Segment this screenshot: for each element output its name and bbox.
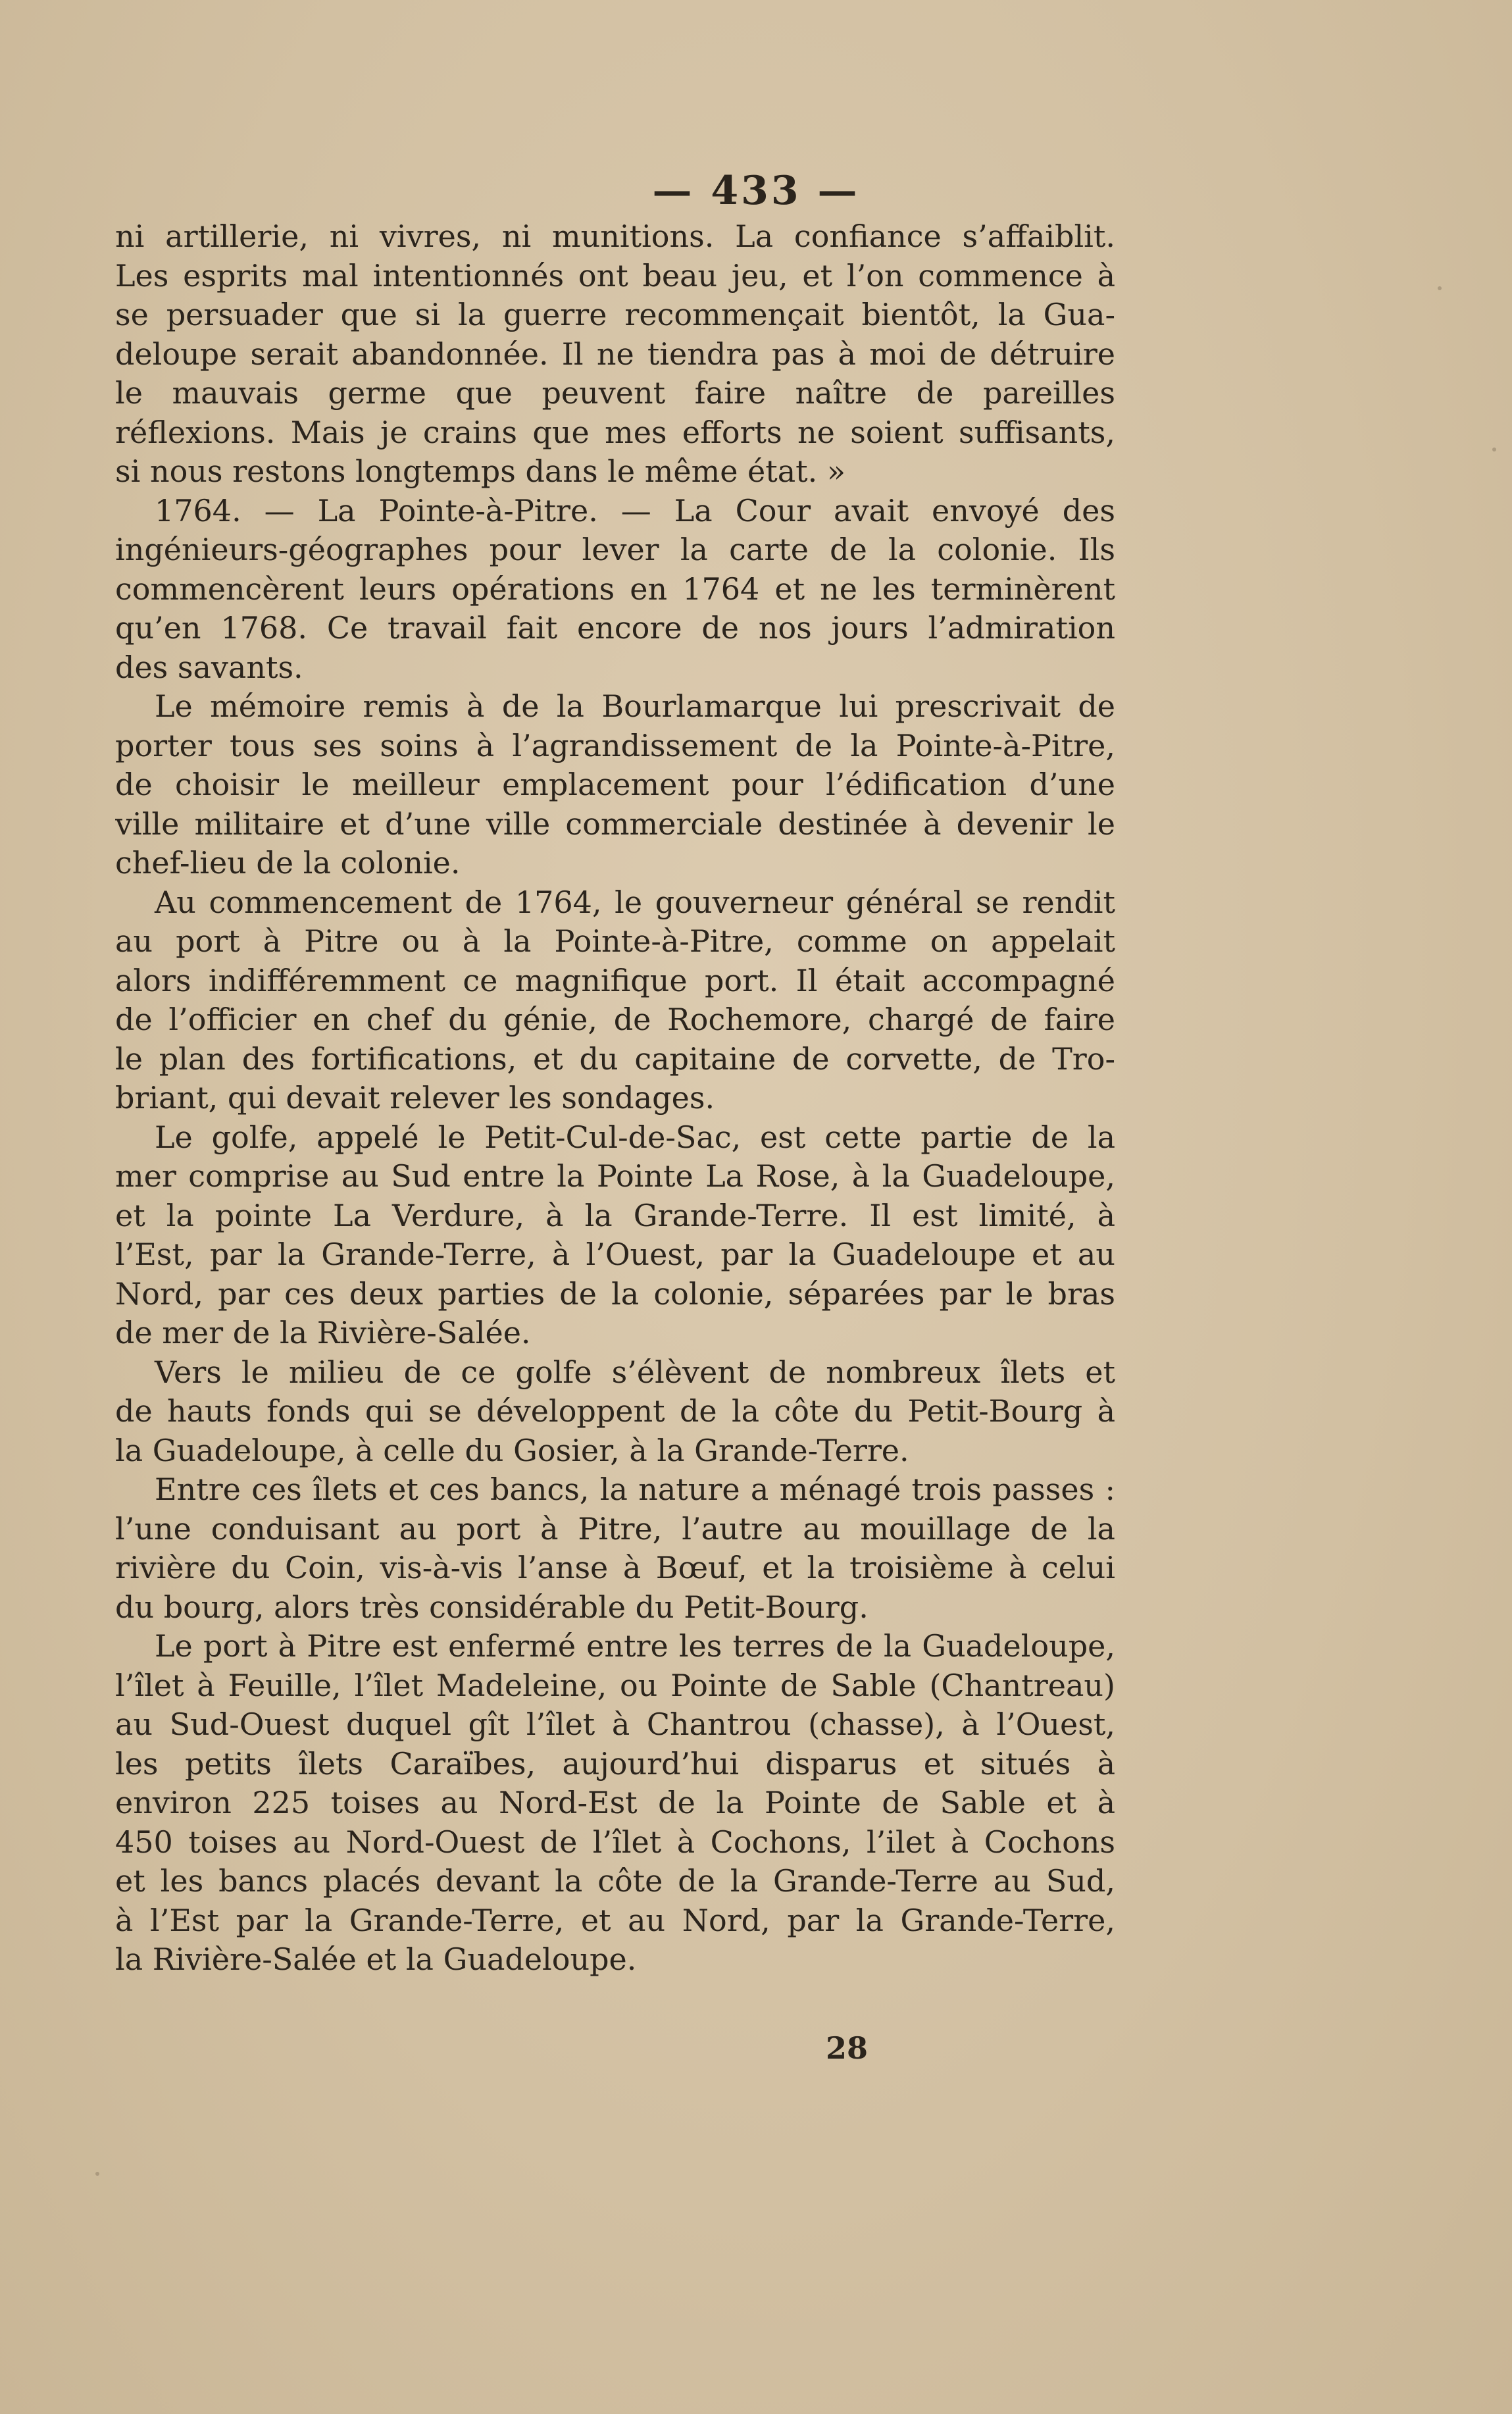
- text-line: Nord, par ces deux parties de la colonie, séparées par le bras: [115, 1275, 1115, 1312]
- text-line: la Rivière-Salée et la Guadeloupe.: [115, 1941, 637, 1977]
- text-line: de choisir le meilleur emplacement pour l’édification d’une: [115, 767, 1115, 802]
- text-line: chef-lieu de la colonie.: [115, 845, 461, 881]
- text-line: et la pointe La Verdure, à la Grande-Terre. Il est limité, à: [115, 1197, 1115, 1233]
- paper-speck: [95, 2172, 99, 2176]
- text-line: la Guadeloupe, à celle du Gosier, à la Grande-Terre.: [115, 1432, 909, 1468]
- page-number: — 433 —: [652, 168, 860, 214]
- text-line: Au commencement de 1764, le gouverneur général se rendit: [155, 884, 1115, 920]
- text-line: Le port à Pitre est enfermé entre les terres de la Guadeloupe,: [155, 1628, 1115, 1664]
- text-line: deloupe serait abandonnée. Il ne tiendra pas à moi de détruire: [115, 336, 1115, 372]
- text-line: commencèrent leurs opérations en 1764 et ne les terminèrent: [115, 571, 1115, 607]
- text-line: alors indifféremment ce magnifique port. Il était accompagné: [115, 962, 1115, 998]
- text-line: Le mémoire remis à de la Bourlamarque lui prescrivait de: [155, 688, 1115, 724]
- text-line: briant, qui devait relever les sondages.: [115, 1080, 715, 1116]
- text-line: du bourg, alors très considérable du Petit-Bourg.: [115, 1589, 869, 1625]
- text-line: l’Est, par la Grande-Terre, à l’Ouest, par la Guadeloupe et au: [115, 1237, 1115, 1272]
- text-line: l’îlet à Feuille, l’îlet Madeleine, ou Pointe de Sable (Chantreau): [115, 1667, 1115, 1703]
- text-line: ingénieurs-géographes pour lever la carte de la colonie. Ils: [115, 532, 1115, 567]
- text-line: des savants.: [115, 649, 303, 685]
- text-line: 1764. — La Pointe-à-Pitre. — La Cour avait envoyé des: [155, 492, 1115, 528]
- text-line: Les esprits mal intentionnés ont beau jeu, et l’on commence à: [115, 257, 1115, 294]
- text-line: rivière du Coin, vis-à-vis l’anse à Bœuf, et la troisième à celui: [115, 1550, 1115, 1585]
- text-line: Vers le milieu de ce golfe s’élèvent de nombreux îlets et: [155, 1354, 1115, 1390]
- text-line: de hauts fonds qui se développent de la côte du Petit-Bourg à: [115, 1393, 1115, 1429]
- text-line: le mauvais germe que peuvent faire naître de pareilles: [115, 375, 1115, 411]
- text-line: environ 225 toises au Nord-Est de la Pointe de Sable et à: [115, 1785, 1115, 1820]
- text-line: qu’en 1768. Ce travail fait encore de nos jours l’admiration: [115, 610, 1115, 646]
- text-line: l’une conduisant au port à Pitre, l’autre au mouillage de la: [115, 1510, 1115, 1547]
- text-line: 450 toises au Nord-Ouest de l’îlet à Cochons, l’ilet à Cochons: [115, 1824, 1115, 1860]
- text-line: Entre ces îlets et ces bancs, la nature a ménagé trois passes :: [155, 1472, 1115, 1507]
- text-line: au port à Pitre ou à la Pointe-à-Pitre, comme on appelait: [115, 923, 1115, 959]
- text-line: ville militaire et d’une ville commerciale destinée à devenir le: [115, 806, 1115, 842]
- text-line: à l’Est par la Grande-Terre, et au Nord, par la Grande-Terre,: [115, 1902, 1115, 1938]
- text-line: si nous restons longtemps dans le même état. »: [115, 453, 846, 489]
- text-line: les petits îlets Caraïbes, aujourd’hui disparus et situés à: [115, 1745, 1115, 1782]
- text-line: de mer de la Rivière-Salée.: [115, 1315, 531, 1350]
- paper-speck: [1438, 286, 1442, 290]
- text-line: ni artillerie, ni vivres, ni munitions. La confiance s’affaiblit.: [115, 218, 1115, 254]
- text-line: au Sud-Ouest duquel gît l’îlet à Chantrou (chasse), à l’Ouest,: [115, 1707, 1115, 1742]
- text-line: réflexions. Mais je crains que mes efforts ne soient suffisants,: [115, 414, 1115, 450]
- text-line: et les bancs placés devant la côte de la Grande-Terre au Sud,: [115, 1863, 1115, 1899]
- text-line: Le golfe, appelé le Petit-Cul-de-Sac, est cette partie de la: [155, 1119, 1115, 1155]
- paper-speck: [1492, 448, 1496, 451]
- text-line: de l’officier en chef du génie, de Rochemore, chargé de faire: [115, 1002, 1115, 1037]
- page-body: [115, 217, 1115, 1980]
- text-line: porter tous ses soins à l’agrandissement de la Pointe-à-Pitre,: [115, 727, 1115, 763]
- signature-mark: 28: [826, 2030, 869, 2066]
- text-line: le plan des fortifications, et du capitaine de corvette, de Tro-: [115, 1040, 1115, 1077]
- text-line: se persuader que si la guerre recommençait bientôt, la Gua-: [115, 297, 1115, 332]
- text-line: mer comprise au Sud entre la Pointe La Rose, à la Guadeloupe,: [115, 1158, 1115, 1194]
